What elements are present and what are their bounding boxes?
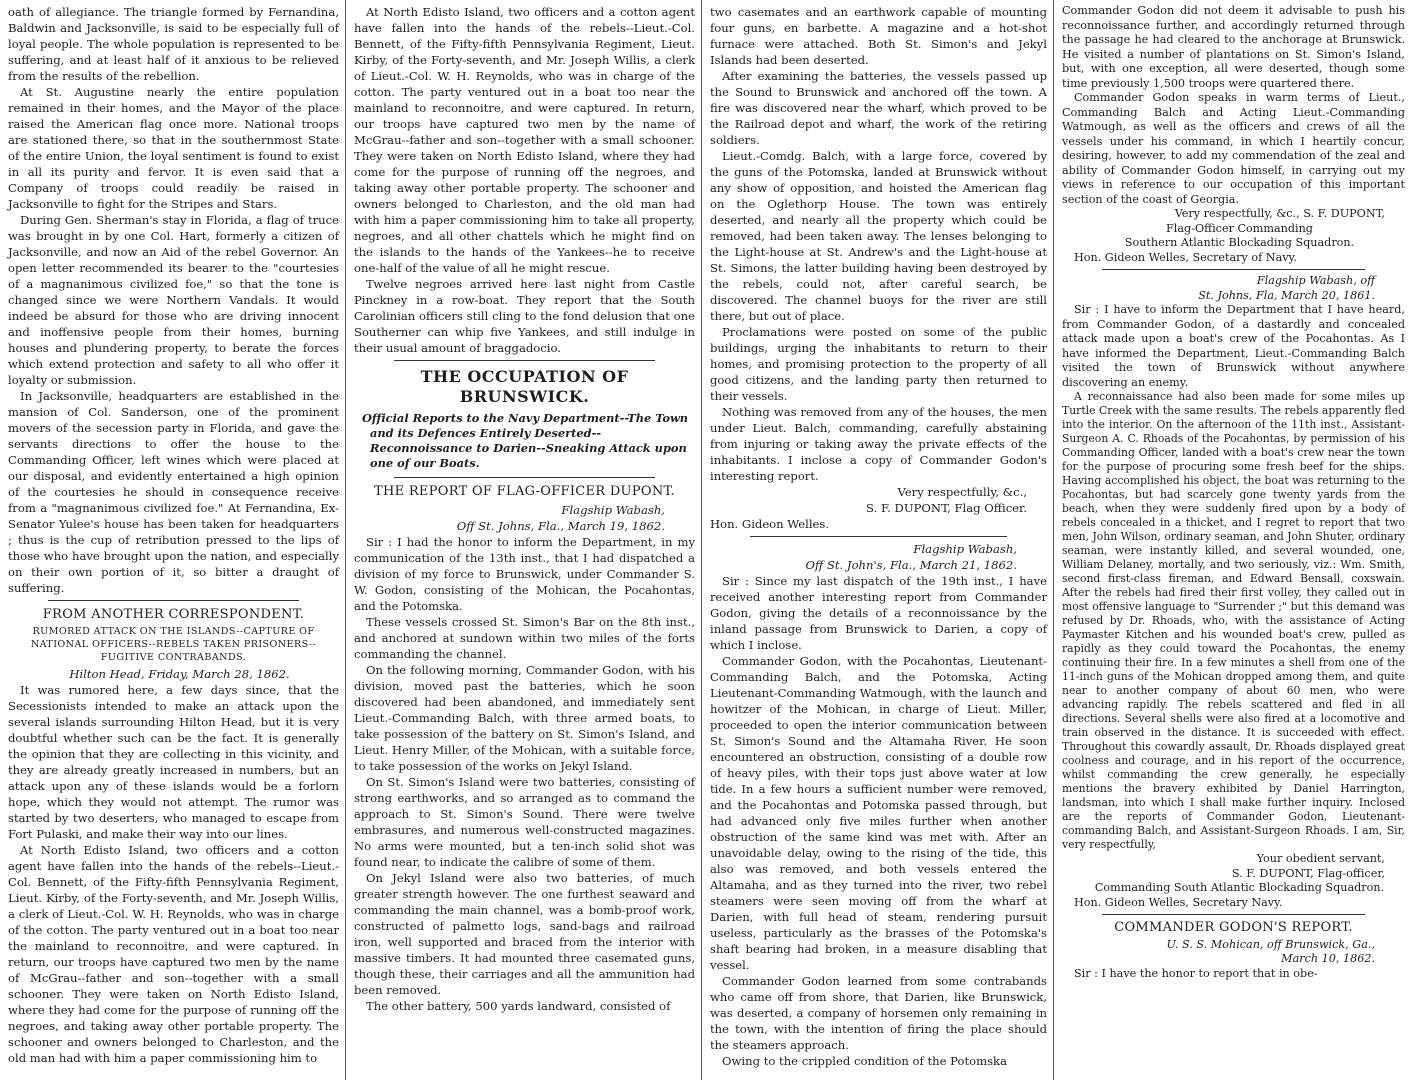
divider — [750, 536, 1007, 537]
section-title: FROM ANOTHER CORRESPONDENT. — [42, 607, 305, 622]
col1-paragraph: At St. Augustine nearly the entire population remained in their homes, and the Mayor of the place raised the American flag once more. National troops are stationed there, so that in the southernmost State of the entire Union, the loyal sentiment is found to exist in all its purity and fervor. It is even said that a Company of troops could readily be raised in Jacksonville to fight for the Stripes and Stars. — [8, 85, 339, 211]
divider — [48, 600, 299, 601]
divider — [1102, 914, 1365, 915]
dateline: St. Johns, Fla, March 20, 1861. — [1198, 288, 1375, 302]
signature-line: S. F. DUPONT, Flag-officer, — [1231, 866, 1385, 880]
col1-paragraph: During Gen. Sherman's stay in Florida, a flag of truce was brought in by one Col. Hart, formerly a citizen of Jacksonville, and now an Aid of the rebel Governor. An open letter recommended its bearer to the "courtesies of a magnanimous civilized foe," so that the tone is changed since we were Northern Vandals. It would indeed be absurd for those who are driving innocent and inoffensive people from their homes, burning houses and plundering property, to berate the forces which extend protection and safety to all who offer it loyalty or submission. — [8, 213, 339, 387]
column-3 — [701, 0, 1053, 1080]
addressee: Hon. Gideon Welles. — [710, 517, 830, 531]
col2-paragraph: On the following morning, Commander Godon, with his division, moved past the batteries, which he soon discovered had been abandoned, and immediately sent Lieut.-Commanding Balch, with three armed boats, to take possession of the battery on St. Simon's Island, and Lieut. Henry Miller, of the Mohican, with a suitable force, to take possession of the works on Jekyl Island. — [354, 663, 695, 773]
col2-paragraph: On St. Simon's Island were two batteries, consisting of strong earthworks, and so arranged as to command the approach to St. Simon's Sound. There were twelve embrasures, and numerous well-constructed magazines. No arms were mounted, but a ten-inch solid shot was found near, to indicate the calibre of some of them. — [354, 775, 695, 869]
column-2 — [345, 0, 701, 1080]
dateline: Off St. Johns, Fla., March 19, 1862. — [456, 519, 665, 533]
section-title: THE REPORT OF FLAG-OFFICER DUPONT. — [374, 484, 675, 499]
col3-paragraph: Proclamations were posted on some of the public buildings, urging the inhabitants to return to their homes, and promising protection to the property of all good citizens, and the landing party then returned to their vessels. — [710, 325, 1047, 403]
col3-paragraph: Lieut.-Comdg. Balch, with a large force, covered by the guns of the Potomska, landed at Brunswick without any show of opposition, and hoisted the American flag on the Oglethorp House. The town was entirely deserted, and nearly all the property which could be removed, had been taken away. The lenses belonging to the Light-house at St. Andrew's and the Light-house at St. Simons, the latter building having been destroyed by the rebels, could not, after careful search, be discovered. The channel buoys for the river are still there, but out of place. — [710, 149, 1047, 323]
dateline: Off St. John's, Fla., March 21, 1862. — [805, 558, 1017, 572]
col4-paragraph: Sir : I have to inform the Department that I have heard, from Commander Godon, of a dastardly and concealed attack made upon a boat's crew of the Pocahontas. As I have informed the Department, Lieut.-Commanding Balch visited the town of Brunswick without anywhere discovering an enemy. — [1062, 303, 1405, 389]
col1-paragraph: It was rumored here, a few days since, that the Secessionists intended to make an attack upon the several islands surrounding Hilton Head, but it is very doubtful whether such can be the fact. It is generally the opinion that they are collecting in this vicinity, and they are already greatly increased in numbers, but an attack upon any of these islands would be a forlorn hope, which they would not attempt. The rumor was started by two deserters, who managed to escape from Fort Pulaski, and make their way into our lines. — [8, 683, 339, 841]
col3-paragraph: Owing to the crippled condition of the Potomska — [722, 1054, 1007, 1068]
col2-paragraph: Sir : I had the honor to inform the Department, in my communication of the 13th inst., that I had dispatched a division of my force to Brunswick, under Commander S. W. Godon, consisting of the Mohican, the Pocahontas, and the Potomska. — [354, 535, 695, 613]
col3-paragraph: two casemates and an earthwork capable of mounting four guns, en barbette. A magazine and a hot-shot furnace were attached. Both St. Simon's and Jekyl Islands had been deserted. — [710, 5, 1047, 67]
signature-line: Very respectfully, &c., S. F. DUPONT, — [1174, 207, 1385, 220]
addressee: Hon. Gideon Welles, Secretary Navy. — [1074, 895, 1283, 909]
col3-paragraph: Commander Godon learned from some contrabands who came off from shore, that Darien, like Brunswick, was deserted, a company of horsemen only remaining in the town, with the intention of firing the place should the steamers approach. — [710, 974, 1047, 1052]
signature-line: Commanding South Atlantic Blockading Squadron. — [1094, 881, 1385, 894]
dateline: Flagship Wabash, off — [1256, 274, 1375, 287]
divider — [394, 477, 655, 478]
signature-line: Your obedient servant, — [1256, 852, 1385, 865]
section-title: COMMANDER GODON'S REPORT. — [1114, 920, 1353, 935]
signature-line: Flag-Officer Commanding — [1166, 221, 1313, 235]
col2-paragraph: These vessels crossed St. Simon's Bar on the 8th inst., and anchored at sundown within two miles of the forts commanding the channel. — [354, 615, 695, 661]
dateline: Flagship Wabash, — [561, 503, 665, 517]
article-subhead: RUMORED ATTACK ON THE ISLANDS--CAPTURE OF NATIONAL OFFICERS--REBELS TAKEN PRISONERS--FUGITIVE CONTRABANDS. — [30, 626, 317, 663]
col3-paragraph: Nothing was removed from any of the houses, the men under Lieut. Balch, commanding, carefully abstaining from injuring or taking away the private effects of the inhabitants. I inclose a copy of Commander Godon's interesting report. — [710, 405, 1047, 483]
addressee: Hon. Gideon Welles, Secretary of Navy. — [1074, 250, 1297, 264]
dateline: March 10, 1862. — [1281, 952, 1375, 965]
col4-paragraph: Commander Godon did not deem it advisable to push his reconnoissance further, and accordingly returned through the passage he had cleared to the anchorage at Brunswick. He visited a number of plantations on St. Simon's Island, but, with one exception, all were deserted, though some time previously 1,500 troops were quartered there. — [1062, 4, 1405, 90]
col4-paragraph: A reconnaissance had also been made for some miles up Turtle Creek with the same results. The rebels apparently fled into the interior. On the afternoon of the 11th inst., Assistant-Surgeon A. C. Rhoads of the Pocahontas, by permission of his Commanding Officer, landed with a boat's crew near the town for the purpose of procuring some fresh beef for the ships. Having accomplished his object, the boat was returning to the Pocahontas, but had scarcely gone twenty yards from the beach, when they were suddenly fired upon by a body of rebels concealed in a thicket, and I regret to report that two men, John Wilson, ordinary seaman, and John Shuter, ordinary seaman, were instantly killed, and several wounded, one, William Delaney, mortally, and two seriously, viz.: Wm. Smith, second first-class fireman, and Edward Bensall, coxswain. After the rebels had fired their first volley, they called out in most offensive language to "Surrender ;" but this demand was refused by Dr. Rhoads, who, with the assistance of Acting Paymaster Kitchen and his wounded boat's crew, pulled as rapidly as they could toward the Pocahontas, the enemy continuing their fire. In a few minutes a shell from one of the 11-inch guns of the Mohican dropped among them, and quite near to another company of about 60 men, who were advancing rapidly. The rebels scattered and fled in all directions. Several shells were also fired at a locomotive and train observed in the distance. It is succeeded with effect. Throughout this cowardly assault, Dr. Rhoads displayed great coolness and courage, and in his report of the occurrence, whilst commanding the crew generally, he especially mentions the bravery exhibited by Daniel Harrington, landsman, into which I shall make further inquiry. Inclosed are the reports of Commander Godon, Lieutenant-commanding Balch, and Assistant-Surgeon Rhoads. I am, Sir, very respectfully, — [1062, 390, 1405, 851]
col1-paragraph: In Jacksonville, headquarters are established in the mansion of Col. Sanderson, one of the prominent movers of the secession party in Florida, and gave the servants directions to offer the house to the Commanding Officer, left wines which were placed at our disposal, and evidently entertained a high opinion of the courtesies he should in consequence receive from a "magnanimous civilized foe." At Fernandina, Ex-Senator Yulee's house has been taken for headquarters ; thus is the cup of retribution pressed to the lips of those who have brought upon the nation, and especially on their own portion of it, so bitter a draught of suffering. — [8, 389, 339, 595]
divider — [394, 360, 655, 361]
signature-line: Very respectfully, &c., — [897, 485, 1027, 499]
dateline: Flagship Wabash, — [913, 542, 1017, 556]
col1-paragraph: At North Edisto Island, two officers and a cotton agent have fallen into the hands of the rebels--Lieut.-Col. Bennett, of the Fifty-fifth Pennsylvania Regiment, Lieut. Kirby, of the Forty-seventh, and Mr. Joseph Willis, a clerk of Lieut.-Col. W. H. Reynolds, who was in charge of the cotton. The party ventured out in a boat too near the mainland to reconnoitre, and were captured. In return, our troops have captured two men by the name of McGrau--father and son--together with a small schooner. They were taken on North Edisto Island, where they had come for the purpose of running off the negroes, and taking away other portable property. The schooner and owners belonged to Charleston, and the old man had with him a paper commissioning him to — [8, 843, 339, 1065]
article-subhead: Official Reports to the Navy Department--The Town and its Defences Entirely Deserted--Reconnoissance to Darien--Sneaking Attack upon one of our Boats. — [362, 411, 689, 470]
col4-paragraph: Commander Godon speaks in warm terms of Lieut., Commanding Balch and Acting Lieut.-Commanding Watmough, as well as the officers and crews of all the vessels under his command, in which I heartily concur, desiring, however, to add my commendation of the zeal and ability of Commander Godon himself, in carrying out my views in reference to our occupation of this important section of the coast of Georgia. — [1062, 91, 1405, 206]
col3-paragraph: Sir : Since my last dispatch of the 19th inst., I have received another interesting report from Commander Godon, giving the details of a reconnoissance by the inland passage from Brunswick to Darien, a copy of which I inclose. — [710, 574, 1047, 652]
col3-paragraph: After examining the batteries, the vessels passed up the Sound to Brunswick and anchored off the town. A fire was discovered near the wharf, which proved to be the Railroad depot and wharf, the work of the retiring soldiers. — [710, 69, 1047, 147]
col2-paragraph: At North Edisto Island, two officers and a cotton agent have fallen into the hands of the rebels--Lieut.-Col. Bennett, of the Fifty-fifth Pennsylvania Regiment, Lieut. Kirby, of the Forty-seventh, and Mr. Joseph Willis, a clerk of Lieut.-Col. W. H. Reynolds, who was in charge of the cotton. The party ventured out in a boat too near the mainland to reconnoitre, and were captured. In return, our troops have captured two men by the name of McGrau--father and son--together with a small schooner. They were taken on North Edisto Island, where they had come for the purpose of running off the negroes, and taking away other portable property. The schooner and owners belonged to Charleston, and the old man had with him a paper commissioning him to take all property, negroes, and all other chattels which he might find on the islands to the hands of the Yankees--he to receive one-half of the value of all he might rescue. — [354, 5, 695, 275]
col3-paragraph: Commander Godon, with the Pocahontas, Lieutenant-Commanding Balch, and the Potomska, Acting Lieutenant-Commanding Watmough, with the launch and howitzer of the Mohican, in charge of Lieut. Miller, proceeded to open the interior communication between St. Simon's Sound and the Altamaha River. He soon encountered an obstruction, consisting of a double row of heavy piles, with their tops just above water at low tide. In a few hours a sufficient number were removed, and the Pocahontas and Potomska passed through, but had advanced only five miles further when another obstruction of the same kind was met with. After an unavoidable delay, owing to the rising of the tide, this also was removed, and both vessels entered the Altamaha, and as they turned into the river, two rebel steamers were seen moving off from the wharf at Darien, with full head of steam, rendering pursuit useless, particularly as the brasses of the Potomska's shaft bearing had broken, in a measure disabling that vessel. — [710, 654, 1047, 972]
col2-paragraph: On Jekyl Island were also two batteries, of much greater strength however. The one furthest seaward and commanding the main channel, was a bomb-proof work, constructed of palmetto logs, sand-bags and railroad iron, well supported and braced from the interior with massive timbers. It had mounted three casemated guns, though these, their carriages and all the ammunition had been removed. — [354, 871, 695, 997]
article-headline: THE OCCUPATION OF BRUNSWICK. — [420, 367, 629, 406]
col2-paragraph: The other battery, 500 yards landward, consisted of — [366, 999, 671, 1013]
signature-line: Southern Atlantic Blockading Squadron. — [1124, 236, 1355, 249]
column-4 — [1053, 0, 1411, 1080]
dateline: Hilton Head, Friday, March 28, 1862. — [69, 667, 290, 681]
col1-paragraph: oath of allegiance. The triangle formed by Fernandina, Baldwin and Jacksonville, is said to be especially full of loyal people. The whole population is represented to be suffering, and at least half of it anxious to be relieved from the results of the rebellion. — [8, 5, 339, 83]
divider — [1102, 269, 1365, 270]
col4-paragraph: Sir : I have the honor to report that in obe- — [1074, 966, 1318, 980]
signature-line: S. F. DUPONT, Flag Officer. — [866, 501, 1027, 515]
dateline: U. S. S. Mohican, off Brunswick, Ga., — [1166, 937, 1375, 951]
col2-paragraph: Twelve negroes arrived here last night from Castle Pinckney in a row-boat. They report that the South Carolinian officers still cling to the fond delusion that one Southerner can whip five Yankees, and still indulge in their usual amount of braggadocio. — [354, 277, 695, 355]
column-1 — [0, 0, 345, 1080]
